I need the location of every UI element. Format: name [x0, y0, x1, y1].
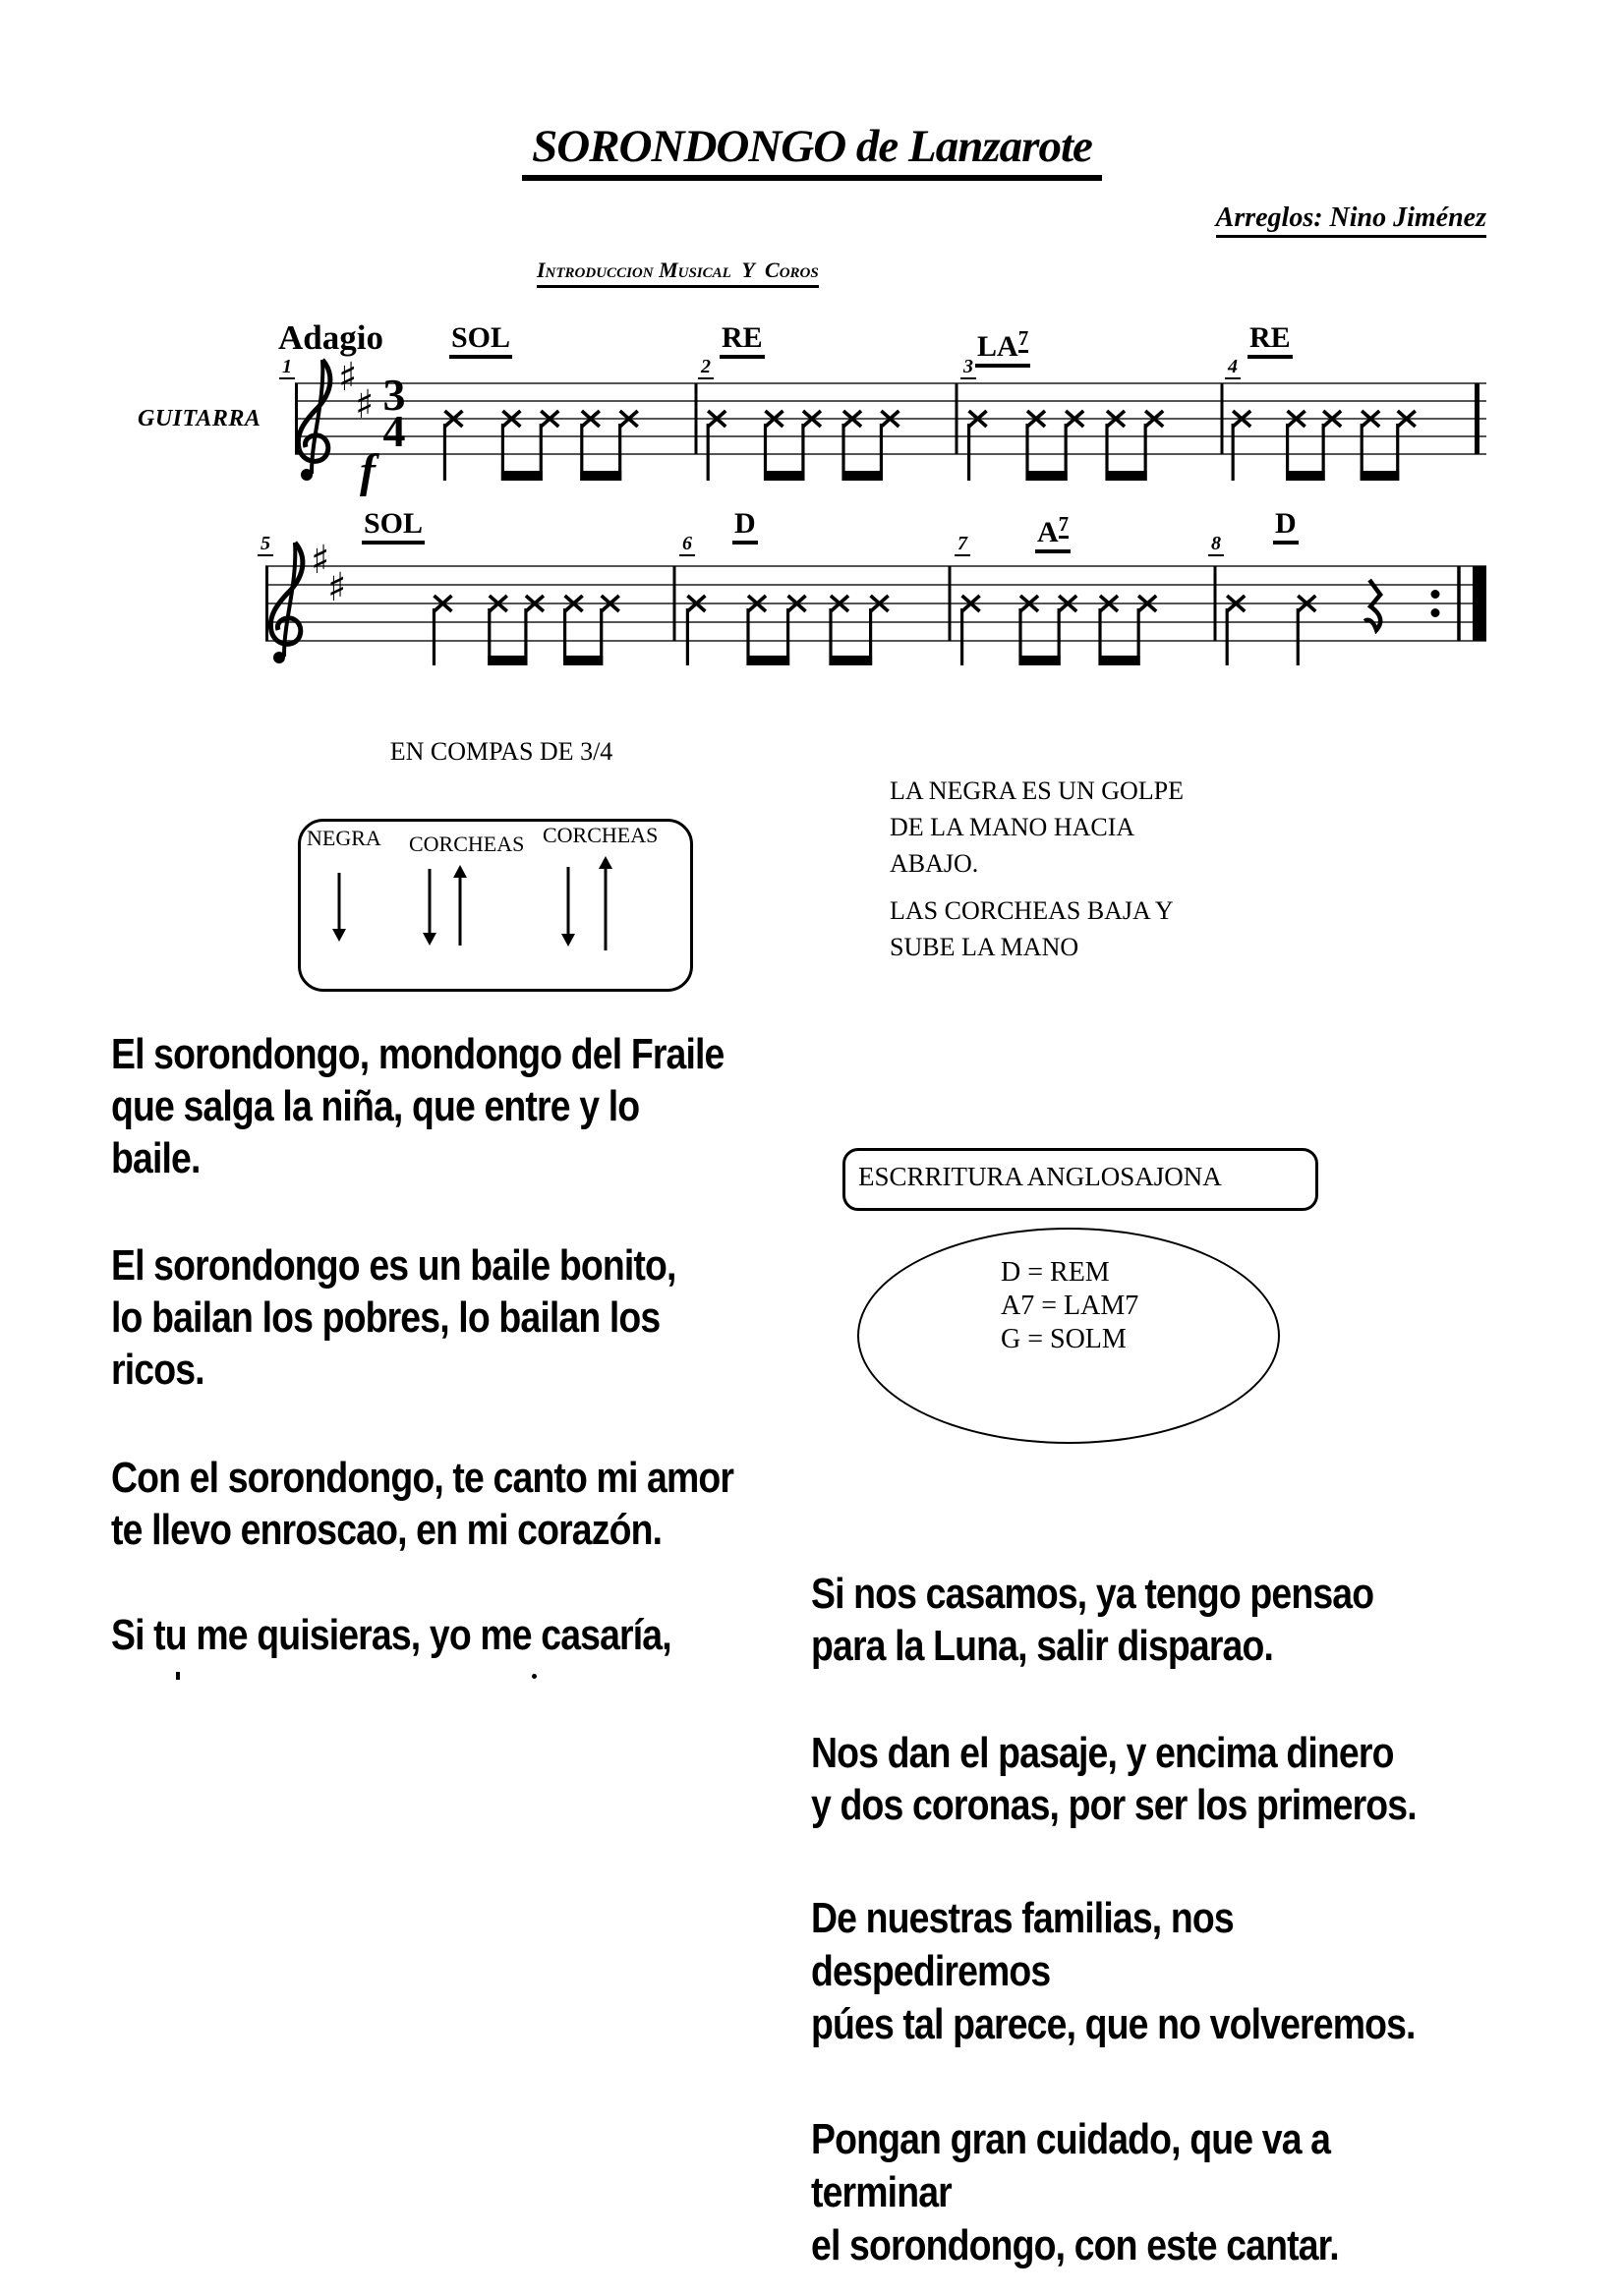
lyric-line: El sorondongo, mondongo del Fraile: [111, 1030, 725, 1078]
note-line: LAS CORCHEAS BAJA Y: [890, 896, 1174, 925]
verse-5: [811, 1568, 1373, 1672]
chord-root: LA: [977, 330, 1018, 363]
chord-root: RE: [1249, 321, 1291, 354]
chord-label: [362, 509, 425, 545]
credit-wrap: [1216, 202, 1486, 238]
note-line: ABAJO.: [890, 849, 979, 878]
dynamic-marking: f: [360, 445, 376, 497]
lyric-line: Si tu me quisieras, yo me casaría,: [111, 1611, 671, 1659]
chord-root: D: [734, 507, 756, 540]
equivalence-line: D = REM: [1001, 1257, 1110, 1288]
lyric-line: que salga la niña, que entre y lo: [111, 1082, 640, 1130]
chord-extension: 7: [1059, 512, 1070, 539]
measure-number: 5: [258, 534, 273, 556]
lyric-line: El sorondongo es un baile bonito,: [111, 1241, 676, 1290]
chord-label: [732, 509, 758, 545]
equivalence-line: A7 = LAM7: [1001, 1291, 1139, 1321]
chord-root: SOL: [451, 321, 511, 354]
lyric-line: para la Luna, salir disparao.: [811, 1622, 1274, 1670]
measure-number: 3: [960, 357, 976, 379]
measure-number: 4: [1225, 357, 1241, 379]
equivalence-line: G = SOLM: [1001, 1324, 1127, 1354]
verse-7: [811, 1892, 1416, 2051]
measure-number: 6: [679, 534, 695, 556]
lyric-line: Pongan gran cuidado, que va a: [811, 2115, 1331, 2163]
anglo-equivalences: [1001, 1256, 1138, 1356]
rhythm-label-corcheas-1: CORCHEAS: [409, 832, 525, 856]
note-line: LA NEGRA ES UN GOLPE: [890, 776, 1185, 805]
measure-number: 2: [698, 357, 714, 379]
lyric-line: y dos coronas, por ser los primeros.: [811, 1781, 1417, 1829]
lyric-line: baile.: [111, 1134, 201, 1182]
page-title: SORONDONGO de Lanzarote: [522, 120, 1102, 181]
clipped-text-remnant: [176, 1672, 180, 1680]
chord-label: [1273, 509, 1299, 545]
header: [0, 120, 1624, 181]
tempo-marking: Adagio: [278, 318, 383, 357]
chord-label: [975, 323, 1030, 368]
rhythm-label-corcheas-2: CORCHEAS: [543, 823, 659, 847]
verse-1: [111, 1028, 725, 1184]
chord-label: [449, 323, 512, 359]
verse-6: [811, 1727, 1417, 1831]
chord-root: D: [1275, 507, 1297, 540]
measure-number: 7: [955, 534, 970, 556]
compas-heading: EN COMPAS DE 3/4: [389, 737, 613, 766]
corcheas-note: [890, 892, 1174, 965]
negra-note: [890, 773, 1184, 882]
lyric-line: el sorondongo, con este cantar.: [811, 2221, 1339, 2269]
time-signature-denominator: 4: [382, 406, 406, 456]
verse-2: [111, 1239, 676, 1396]
lyric-line: Con el sorondongo, te canto mi amor: [111, 1454, 734, 1502]
lyric-line: terminar: [811, 2168, 952, 2216]
note-line: DE LA MANO HACIA: [890, 813, 1135, 841]
verse-4: [111, 1609, 671, 1661]
sharp-icon: ♯: [338, 355, 358, 400]
chord-root: SOL: [364, 507, 424, 540]
lyric-line: ricos.: [111, 1346, 204, 1394]
rhythm-label-negra: NEGRA: [307, 826, 381, 850]
sharp-icon: ♯: [355, 382, 375, 428]
section-heading: Introduccion Musical Y Coros: [537, 258, 819, 288]
measure-number: 8: [1208, 534, 1224, 556]
time-signature-numerator: 3: [382, 370, 406, 420]
chord-root: A: [1037, 516, 1059, 548]
instrument-label: GUITARRA: [138, 406, 261, 431]
chord-root: RE: [722, 321, 763, 354]
lyric-line: Si nos casamos, ya tengo pensao: [811, 1570, 1374, 1618]
lyric-line: púes tal parece, que no volveremos.: [811, 2000, 1416, 2048]
note-line: SUBE LA MANO: [890, 933, 1079, 961]
sharp-icon: ♯: [327, 565, 347, 610]
lyric-line: despediremos: [811, 1947, 1051, 1995]
clipped-text-remnant: [532, 1674, 537, 1679]
verse-8: [811, 2113, 1339, 2272]
verse-3: [111, 1452, 733, 1556]
measure-number: 1: [279, 357, 295, 379]
lyric-line: te llevo enroscao, en mi corazón.: [111, 1506, 663, 1554]
anglo-title: ESCRRITURA ANGLOSAJONA: [858, 1162, 1222, 1191]
sharp-icon: ♯: [311, 538, 330, 583]
chord-label: [1035, 509, 1071, 553]
chord-label: [1247, 323, 1293, 359]
lyric-line: Nos dan el pasaje, y encima dinero: [811, 1729, 1394, 1777]
chord-extension: 7: [1018, 326, 1029, 353]
chord-label: [720, 323, 765, 359]
arranger-credit: Arreglos: Nino Jiménez: [1216, 202, 1486, 238]
lyric-line: De nuestras familias, nos: [811, 1894, 1234, 1942]
lyric-line: lo bailan los pobres, lo bailan los: [111, 1293, 661, 1342]
